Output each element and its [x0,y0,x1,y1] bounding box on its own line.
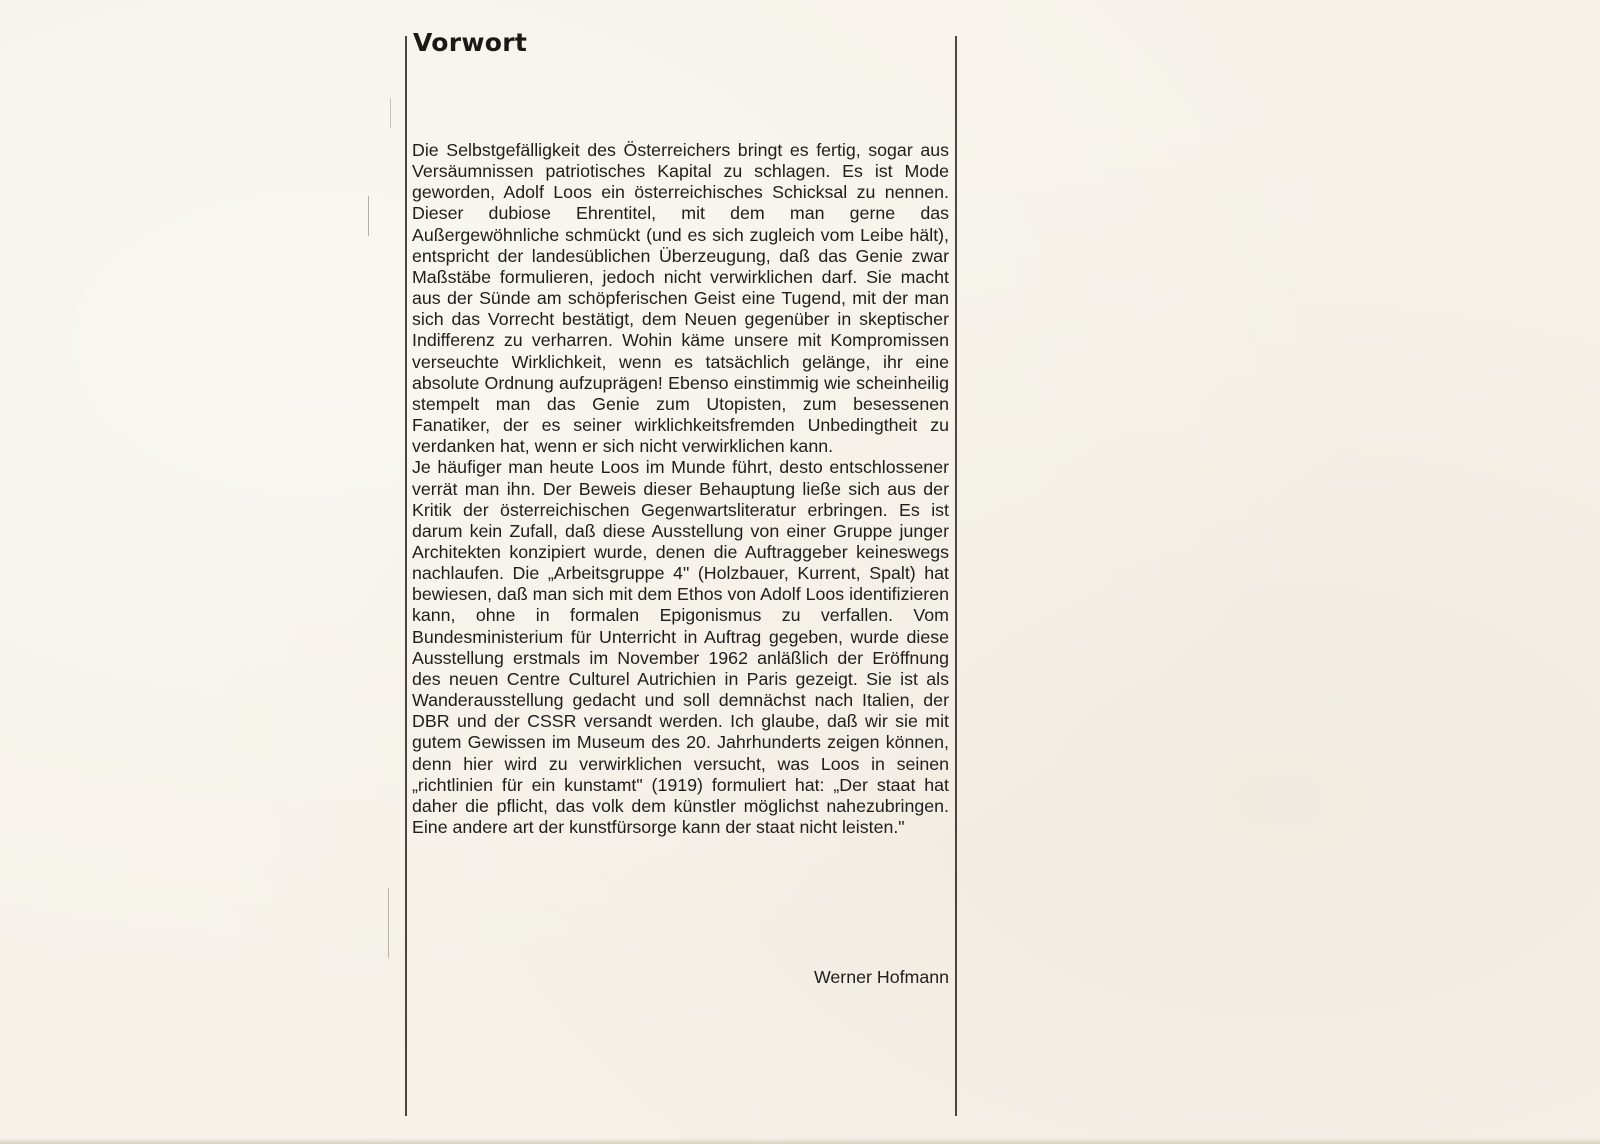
author-signature: Werner Hofmann [813,967,949,987]
paragraph: Die Selbstgefälligkeit des Österreichers bringt es fertig, sogar aus Versäumnissen patriotisches Kapital zu schlagen. Es ist Mode geworden, Adolf Loos ein österreichisches Schicksal zu nennen. Dieser dubiose Ehrentitel, mit dem man gerne das Außergewöhnliche schmückt (und es sich zugleich vom Leibe hält), entspricht der landesüblichen Überzeugung, daß das Genie zwar Maßstäbe formulieren, jedoch nicht verwirklichen darf. Sie macht aus der Sünde am schöpferischen Geist eine Tugend, mit der man sich das Vorrecht bestätigt, dem Neuen gegenüber in skeptischer Indifferenz zu verharren. Wohin käme unsere mit Kompromissen verseuchte Wirklichkeit, wenn es tatsächlich gelänge, ihr eine absolute Ordnung aufzuprägen! Ebenso einstimmig wie scheinheilig stempelt man das Genie zum Utopisten, zum besessenen Fanatiker, der es seiner wirklichkeitsfremden Unbedingtheit zu verdanken hat, wenn er sich nicht verwirklichen kann. [412,140,949,457]
left-column-rule [405,36,407,1116]
foreword-body [412,140,949,838]
paper-scratch-mark [368,196,369,236]
paragraph: Je häufiger man heute Loos im Munde führt, desto entschlossener verrät man ihn. Der Beweis dieser Behauptung ließe sich aus der Kritik der österreichischen Gegenwartsliteratur erbringen. Es ist darum kein Zufall, daß diese Ausstellung von einer Gruppe junger Architekten konzipiert wurde, denen die Auftraggeber keineswegs nachlaufen. Die „Arbeitsgruppe 4" (Holzbauer, Kurrent, Spalt) hat bewiesen, daß man sich mit dem Ethos von Adolf Loos identifizieren kann, ohne in formalen Epigonismus zu verfallen. Vom Bundesministerium für Unterricht in Auftrag gegeben, wurde diese Ausstellung erstmals im November 1962 anläßlich der Eröffnung des neuen Centre Culturel Autrichien in Paris gezeigt. Sie ist als Wanderausstellung gedacht und soll demnächst nach Italien, der DBR und der CSSR versandt werden. Ich glaube, daß wir sie mit gutem Gewissen im Museum des 20. Jahrhunderts zeigen können, denn hier wird zu verwirklichen versucht, was Loos in seinen „richtlinien für ein kunstamt" (1919) formuliert hat: „Der staat hat daher die pflicht, das volk dem künstler möglichst nahezubringen. Eine andere art der kunstfürsorge kann der staat nicht leisten." [412,457,949,837]
paper-bottom-edge [0,1138,1600,1144]
paper-scratch-mark [388,888,389,958]
page-title: Vorwort [413,28,528,57]
paper-scratch-mark [390,98,391,128]
right-column-rule [955,36,957,1116]
